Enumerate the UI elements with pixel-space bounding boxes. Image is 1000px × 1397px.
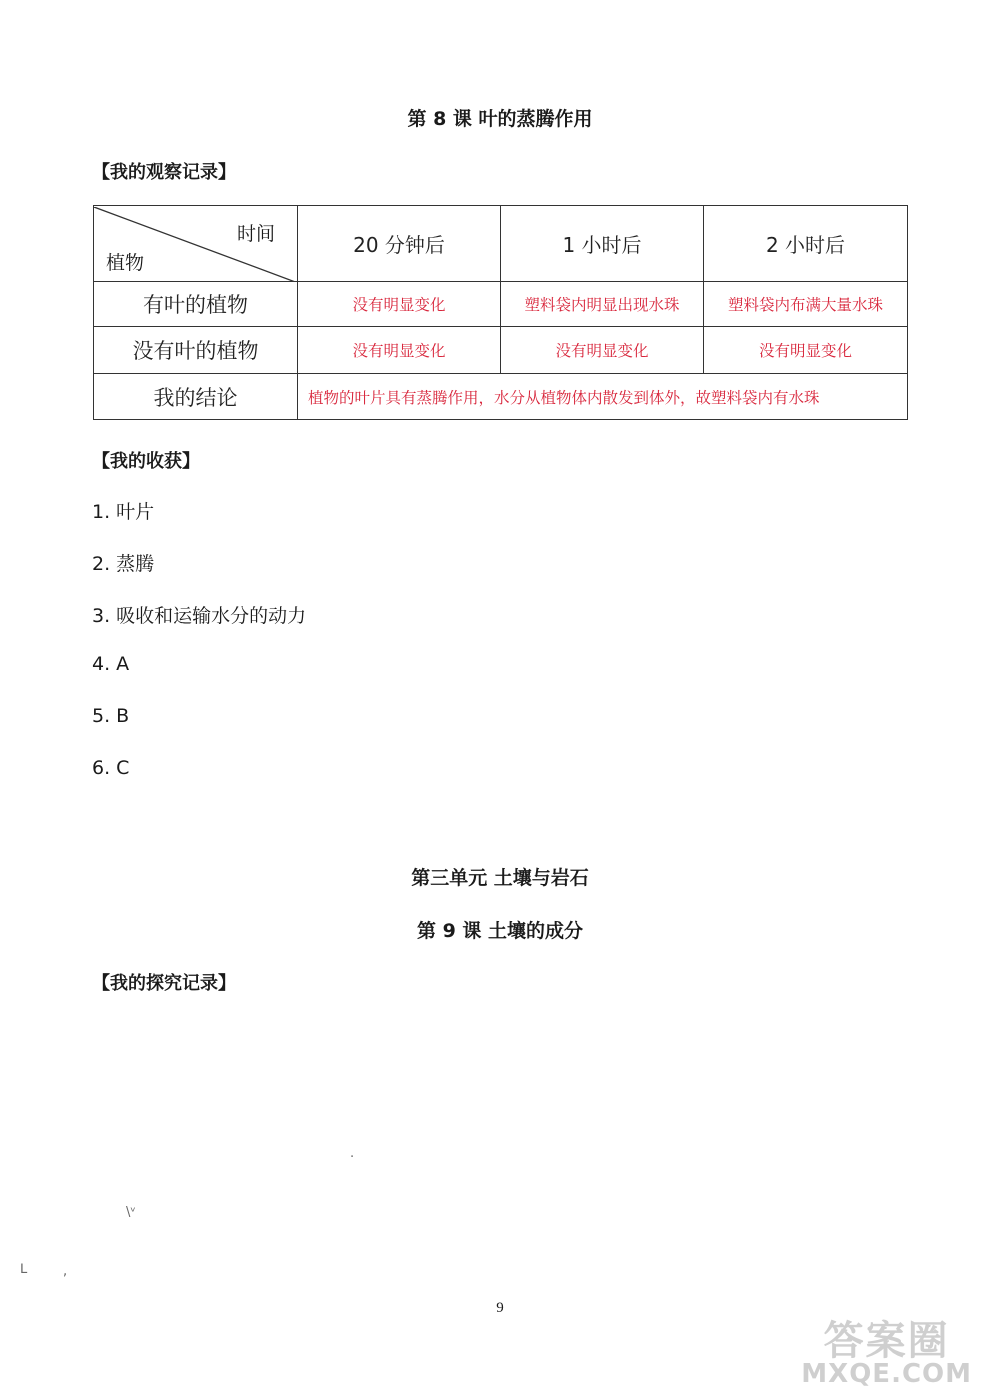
- explore-heading: 【我的探究记录】: [92, 973, 236, 994]
- answer-item: 1. 叶片: [92, 501, 155, 523]
- lesson-9-title: 第 9 课 土壤的成分: [416, 920, 584, 942]
- watermark-url: MXQE.COM: [801, 1359, 972, 1389]
- watermark-title: 答案圈: [823, 1318, 950, 1364]
- harvest-heading: 【我的收获】: [92, 451, 200, 472]
- table-row-conclusion: [94, 374, 908, 420]
- table-row-leafless: [94, 327, 908, 374]
- scan-speck: ·: [350, 1150, 355, 1165]
- scan-speck: ,: [63, 1264, 68, 1279]
- scan-speck: \ᵛ: [126, 1205, 136, 1220]
- row-label-leafless: 没有叶的植物: [94, 327, 298, 374]
- answer-cell: 没有明显变化: [704, 327, 908, 374]
- table-row-leafy: [94, 282, 908, 327]
- corner-plant-label: 植物: [106, 251, 145, 274]
- scan-speck: ᒪ: [20, 1262, 28, 1277]
- lesson-8-title: 第 8 课 叶的蒸腾作用: [407, 108, 593, 130]
- column-header-20min: 20 分钟后: [298, 206, 501, 282]
- observation-heading: 【我的观察记录】: [92, 162, 236, 183]
- page-number: 9: [496, 1300, 504, 1316]
- conclusion-cell: 植物的叶片具有蒸腾作用，水分从植物体内散发到体外，故塑料袋内有水珠: [298, 374, 908, 420]
- unit-3-title: 第三单元 土壤与岩石: [411, 867, 589, 889]
- answer-item: 3. 吸收和运输水分的动力: [92, 605, 307, 627]
- answer-item: 6. C: [92, 757, 130, 779]
- answer-cell: 没有明显变化: [298, 327, 501, 374]
- corner-time-label: 时间: [236, 222, 275, 245]
- answer-cell: 没有明显变化: [298, 282, 501, 327]
- answer-item: 5. B: [92, 705, 130, 727]
- answer-cell: 塑料袋内布满大量水珠: [704, 282, 908, 327]
- answer-item: 4. A: [92, 653, 130, 675]
- table-corner-cell: [94, 206, 298, 282]
- row-label-conclusion: 我的结论: [94, 374, 298, 420]
- answer-cell: 没有明显变化: [501, 327, 704, 374]
- column-header-2h: 2 小时后: [704, 206, 908, 282]
- column-header-1h: 1 小时后: [501, 206, 704, 282]
- watermark-logo: [801, 1318, 972, 1389]
- answer-cell: 塑料袋内明显出现水珠: [501, 282, 704, 327]
- answer-item: 2. 蒸腾: [92, 553, 155, 575]
- row-label-leafy: 有叶的植物: [94, 282, 298, 327]
- observation-table: [93, 205, 908, 420]
